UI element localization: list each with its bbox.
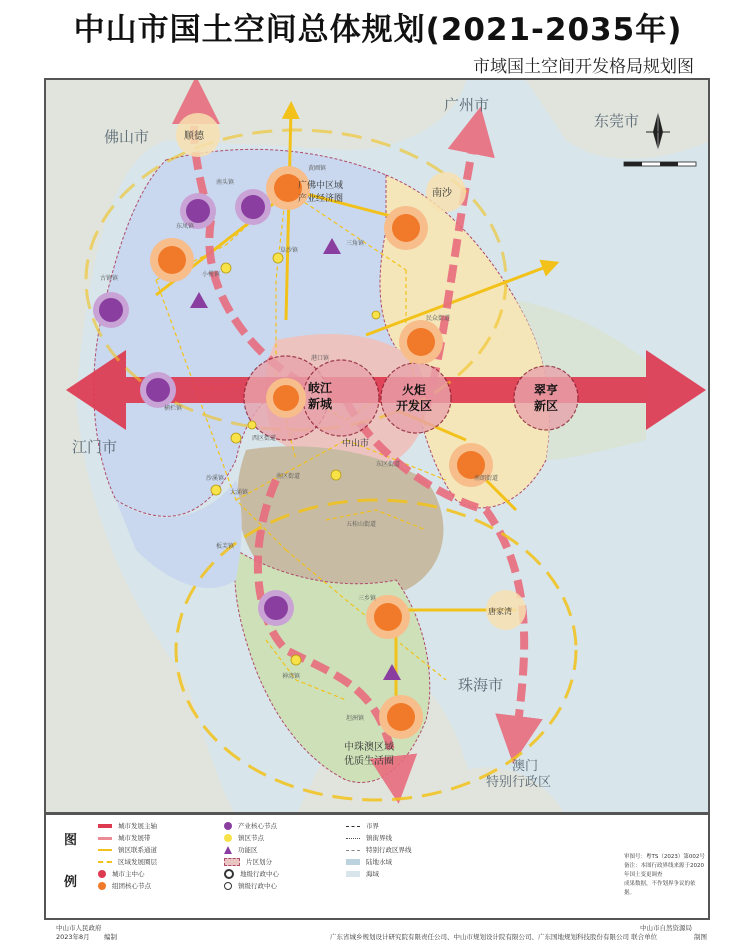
town-label: 板芙镇 — [216, 543, 235, 550]
label-cuiheng-1: 翠亨 — [534, 383, 559, 397]
legend-item: 海域 — [346, 869, 379, 878]
town-label: 坦洲镇 — [346, 715, 365, 722]
legend-item: 区域发展圈层 — [98, 857, 157, 866]
footer-left — [56, 924, 102, 942]
label-nansha: 南沙 — [432, 188, 452, 199]
town-label: 西区街道 — [252, 435, 277, 442]
map-subtitle: 市域国土空间开发格局规划图 — [473, 57, 694, 77]
page-title: 中山市国土空间总体规划(2021-2035年) — [73, 12, 683, 48]
legend-note — [624, 853, 706, 898]
town-label: 三角镇 — [346, 240, 365, 247]
town-label: 东凤镇 — [176, 223, 195, 230]
legend-item: 镇区节点 — [224, 833, 264, 842]
footer-org: 中山市人民政府 — [56, 924, 102, 932]
legend-item: 镇街界线 — [346, 833, 392, 842]
map-legend — [44, 814, 710, 920]
footer-center: 广东省城乡规划设计研究院有限责任公司、中山市规划设计院有限公司、广东国地规划科技股份有限公司 联合单位 — [330, 933, 658, 941]
town-label: 古镇镇 — [100, 275, 119, 282]
legend-item: 镇区联系通道 — [98, 845, 157, 854]
town-label: 神湾镇 — [282, 673, 301, 680]
legend-item: 城市主中心 — [98, 869, 145, 878]
town-label: 黄圃镇 — [308, 165, 327, 172]
town-label: 横栏镇 — [164, 405, 183, 412]
legend-title-bottom: 例 — [64, 875, 78, 890]
label-shunde: 顺德 — [184, 131, 204, 142]
legend-item: 市界 — [346, 821, 379, 830]
label-macau-1: 澳门 — [512, 759, 539, 774]
town-label: 阜沙镇 — [280, 247, 299, 254]
label-zhongshan: 中山市 — [342, 439, 370, 449]
label-cuijiang-1: 岐江 — [308, 381, 333, 395]
legend-title-top: 图 — [64, 833, 78, 848]
town-label: 南朗街道 — [474, 475, 499, 482]
town-label: 沙溪镇 — [206, 475, 225, 482]
footer-right-org: 中山市自然资源局 — [640, 924, 692, 932]
legend-item: 片区划分 — [224, 857, 272, 866]
footer-role: 编制 — [104, 933, 117, 941]
scale-bar — [624, 162, 696, 166]
legend-item: 地级行政中心 — [224, 869, 279, 879]
town-label: 南区街道 — [276, 473, 301, 480]
town-label: 大涌镇 — [230, 489, 249, 496]
label-torch-2: 开发区 — [396, 399, 433, 413]
town-label: 五桂山街道 — [346, 521, 377, 528]
town-label: 东区街道 — [376, 461, 401, 468]
label-zhuhai: 珠海市 — [458, 676, 504, 694]
map-frame — [44, 78, 710, 814]
label-tangjiawan: 唐家湾 — [488, 607, 512, 616]
legend-item: 产业核心节点 — [224, 821, 277, 830]
town-label: 南头镇 — [216, 179, 235, 186]
town-label: 港口镇 — [311, 355, 330, 362]
label-guangzhou: 广州市 — [444, 96, 490, 114]
footer-right-role: 制图 — [694, 933, 707, 941]
legend-item: 陆地水域 — [346, 857, 392, 866]
label-zhongzhu-2: 优质生活圈 — [344, 756, 394, 767]
town-label: 小榄镇 — [202, 271, 221, 278]
legend-item: 城市发展主轴 — [98, 821, 157, 830]
legend-item: 特别行政区界线 — [346, 845, 412, 854]
legend-item: 功能区 — [224, 845, 258, 854]
label-guangfo-2: 产业经济圈 — [298, 194, 344, 204]
label-guangfo-1: 广佛中区域 — [298, 181, 344, 191]
planning-map — [46, 80, 710, 814]
town-label: 民众街道 — [426, 315, 451, 322]
town-label: 三乡镇 — [358, 595, 377, 602]
note-line: 审图号：粤TS（2023）第002号 — [624, 854, 705, 860]
legend-item: 城市发展带 — [98, 833, 151, 842]
legend-item: 组团核心节点 — [98, 881, 151, 890]
label-foshan: 佛山市 — [104, 128, 150, 146]
footer-date: 2023年8月 — [56, 933, 90, 941]
note-line: 成果数据，不作划界争议的依据。 — [624, 881, 696, 896]
label-macau-2: 特别行政区 — [486, 775, 552, 790]
label-jiangmen: 江门市 — [72, 438, 118, 456]
label-torch-1: 火炬 — [402, 383, 427, 397]
legend-item: 镇级行政中心 — [224, 881, 277, 890]
note-line: 备注：本图行政界线来源于2020年国土变更调查 — [624, 863, 704, 878]
label-dongguan: 东莞市 — [594, 112, 640, 130]
label-cuijiang-2: 新城 — [308, 397, 333, 411]
label-cuiheng-2: 新区 — [534, 399, 559, 413]
label-zhongzhu-1: 中珠澳区域 — [344, 742, 394, 753]
